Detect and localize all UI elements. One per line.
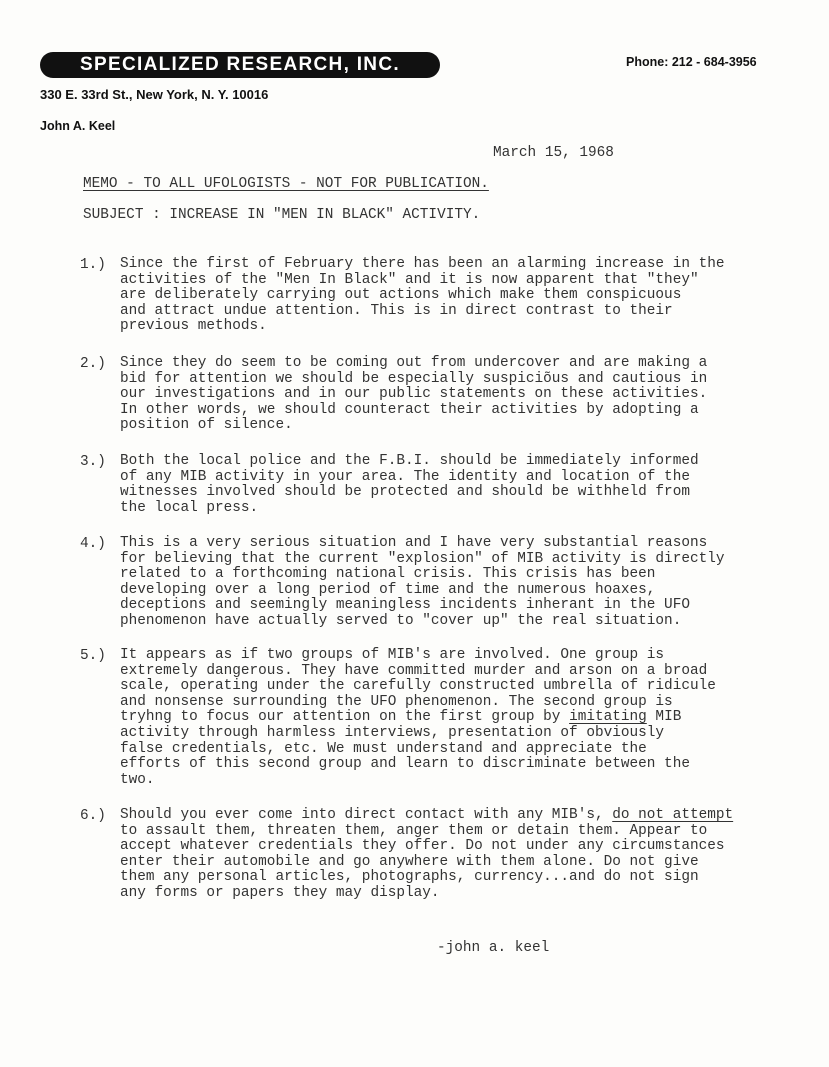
item-line: two.	[120, 771, 155, 788]
item-line: activity through harmless interviews, presentation of obviously	[120, 724, 665, 741]
item-line-start: tryhng to focus our attention on the first group by	[120, 709, 570, 726]
item-line: Since they do seem to be coming out from undercover and are making a	[120, 355, 708, 371]
item-text	[120, 808, 733, 902]
phone-number: Phone: 212 - 684-3956	[626, 55, 757, 69]
item-number: 2.)	[80, 356, 106, 372]
underlined-phrase: do not attempt	[612, 807, 734, 823]
memo-subject: SUBJECT : INCREASE IN "MEN IN BLACK" ACTIVITY.	[83, 207, 481, 223]
item-line: bid for attention we should be especially suspiciõus and cautious in	[120, 370, 708, 387]
item-line: to assault them, threaten them, anger them or detain them. Appear to	[120, 822, 708, 839]
item-line: false credentials, etc. We must understand and appreciate the	[120, 740, 647, 757]
item-line-end: MIB	[646, 709, 682, 726]
item-line: previous methods.	[120, 318, 267, 335]
item-line: Both the local police and the F.B.I. should be immediately informed	[120, 453, 699, 469]
signature: -john a. keel	[437, 940, 550, 956]
item-line: the local press.	[120, 499, 259, 516]
item-line: In other words, we should counteract their activities by adopting a	[120, 401, 699, 418]
item-line: phenomenon have actually served to "cover up" the real situation.	[120, 612, 682, 629]
item-line	[120, 710, 716, 726]
item-line: position of silence.	[120, 417, 293, 434]
item-line: It appears as if two groups of MIB's are involved. One group is	[120, 647, 665, 663]
item-line-start: Should you ever come into direct contact with any MIB's,	[120, 807, 613, 823]
item-number: 1.)	[80, 257, 106, 273]
item-text	[120, 648, 716, 788]
item-line: any forms or papers they may display.	[120, 884, 440, 901]
item-text	[120, 536, 725, 630]
item-line: witnesses involved should be protected and should be withheld from	[120, 484, 690, 501]
company-name-banner: SPECIALIZED RESEARCH, INC.	[40, 52, 440, 78]
item-line: activities of the "Men In Black" and it is now apparent that "they"	[120, 271, 699, 288]
item-line: efforts of this second group and learn to discriminate between the	[120, 756, 690, 773]
item-line: them any personal articles, photographs, currency...and do not sign	[120, 869, 699, 886]
item-line: scale, operating under the carefully constructed umbrella of ridicule	[120, 678, 716, 695]
author-name: John A. Keel	[40, 119, 116, 133]
item-line: our investigations and in our public statements on these activities.	[120, 386, 708, 403]
item-line: accept whatever credentials they offer. Do not under any circumstances	[120, 838, 725, 855]
item-line: and nonsense surrounding the UFO phenomenon. The second group is	[120, 693, 673, 710]
item-line: of any MIB activity in your area. The identity and location of the	[120, 468, 690, 485]
item-line: deceptions and seemingly meaningless incidents inherant in the UFO	[120, 597, 690, 614]
item-line	[120, 808, 733, 824]
item-text	[120, 356, 707, 434]
item-line: Since the first of February there has been an alarming increase in the	[120, 256, 725, 272]
item-number: 3.)	[80, 454, 106, 470]
item-number: 6.)	[80, 808, 106, 824]
item-line: for believing that the current "explosion" of MIB activity is directly	[120, 550, 725, 567]
memo-heading: MEMO - TO ALL UFOLOGISTS - NOT FOR PUBLICATION.	[83, 176, 489, 192]
company-address: 330 E. 33rd St., New York, N. Y. 10016	[40, 87, 269, 102]
item-line: are deliberately carrying out actions which make them conspicuous	[120, 287, 682, 304]
memo-date: March 15, 1968	[493, 145, 614, 161]
item-text	[120, 257, 725, 335]
item-number: 5.)	[80, 648, 106, 664]
underlined-word: imitating	[569, 709, 647, 726]
item-line: extremely dangerous. They have committed murder and arson on a broad	[120, 662, 708, 679]
item-line: enter their automobile and go anywhere with them alone. Do not give	[120, 853, 699, 870]
item-line: developing over a long period of time and the numerous hoaxes,	[120, 581, 656, 598]
item-line: and attract undue attention. This is in direct contrast to their	[120, 302, 673, 319]
item-text	[120, 454, 699, 516]
item-number: 4.)	[80, 536, 106, 552]
item-line: related to a forthcoming national crisis. This crisis has been	[120, 566, 656, 583]
item-line: This is a very serious situation and I have very substantial reasons	[120, 535, 708, 551]
